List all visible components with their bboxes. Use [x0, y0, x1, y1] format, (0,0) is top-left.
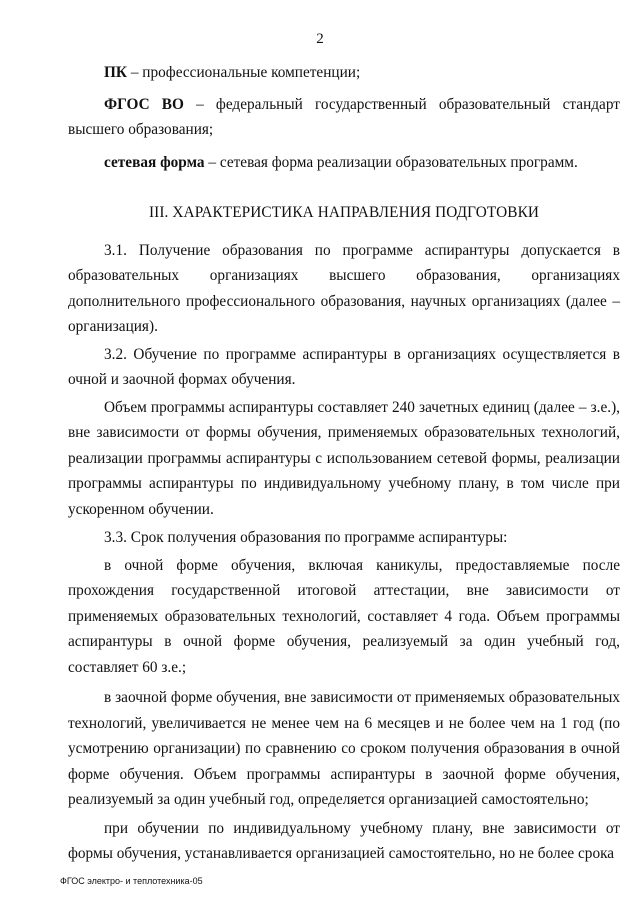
footer-label: ФГОС электро- и теплотехника-05	[60, 876, 203, 886]
document-body	[68, 0, 620, 867]
definition-network-form	[68, 150, 620, 176]
definition-fgos	[68, 92, 620, 143]
definition-text: – сетевая форма реализации образовательных программ.	[204, 153, 578, 171]
definition-term: ПК	[104, 64, 127, 81]
paragraph-part-time: в заочной форме обучения, вне зависимости от применяемых образовательных технологий, увеличивается не менее чем на 6 месяцев и не более чем на 1 год (по усмотрению организации) по сравнению со сроком получения образования в очной форме обучения. Объем программы аспирантуры в заочной форме обучения, реализуемый за один учебный год, определяется организацией самостоятельно;	[68, 689, 620, 808]
paragraph-individual-plan: при обучении по индивидуальному учебному плану, вне зависимости от формы обучения, устанавливается организацией самостоятельно, но не более срока	[68, 819, 620, 862]
page-number: 2	[316, 31, 324, 47]
paragraph-3-1: 3.1. Получение образования по программе аспирантуры допускается в образовательных организациях высшего образования, организациях дополнительного профессионального образования, научных организациях (далее – организация).	[68, 241, 620, 335]
definition-text: – федеральный государственный образовательный стандарт высшего образования;	[68, 95, 620, 138]
definition-text: – профессиональные компетенции;	[127, 64, 361, 81]
paragraph-3-2: 3.2. Обучение по программе аспирантуры в организациях осуществляется в очной и заочной формах обучения.	[68, 345, 620, 388]
paragraph-volume: Объем программы аспирантуры составляет 240 зачетных единиц (далее – з.е.), вне зависимости от формы обучения, применяемых образовательных технологий, реализации программы аспирантуры с использованием сетевой формы, реализации программы аспирантуры по индивидуальному учебному плану, в том числе при ускоренном обучении.	[68, 398, 620, 518]
paragraph-full-time: в очной форме обучения, включая каникулы, предоставляемые после прохождения государственной итоговой аттестации, вне зависимости от применяемых образовательных технологий, составляет 4 года. Объем программы аспирантуры в очной форме обучения, реализуемый за один учебный год, составляет 60 з.е.;	[68, 556, 620, 676]
definition-term: ФГОС ВО	[104, 95, 184, 113]
section-heading: III. ХАРАКТЕРИСТИКА НАПРАВЛЕНИЯ ПОДГОТОВКИ	[148, 204, 540, 221]
definition-pk	[68, 60, 620, 86]
definition-term: сетевая форма	[104, 153, 205, 171]
paragraph-3-3: 3.3. Срок получения образования по программе аспирантуры:	[104, 529, 508, 546]
